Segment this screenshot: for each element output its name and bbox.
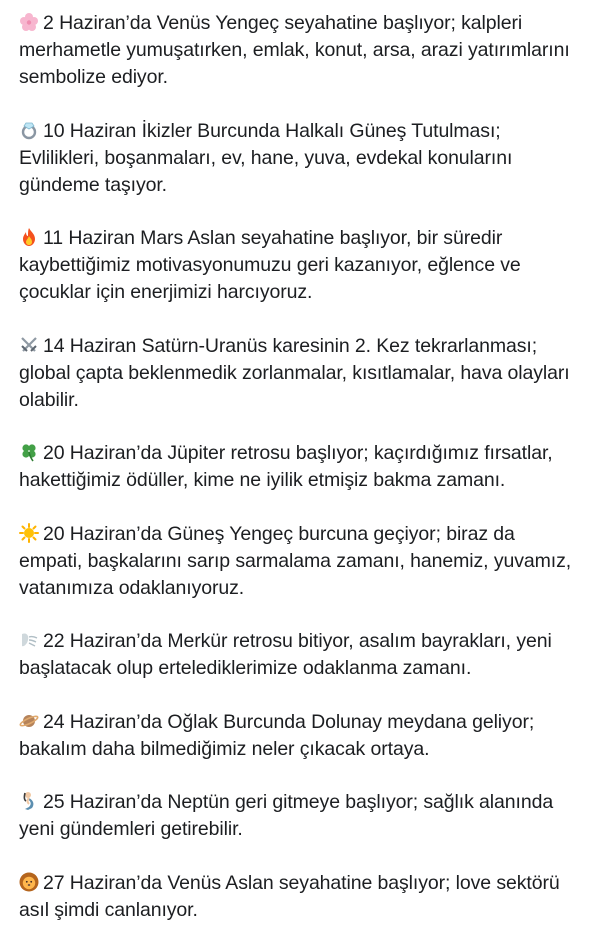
ringed-planet-icon bbox=[19, 711, 39, 731]
four-leaf-clover-icon bbox=[19, 442, 39, 462]
list-item bbox=[19, 118, 578, 199]
ring-icon bbox=[19, 120, 39, 140]
crossed-swords-icon bbox=[19, 335, 39, 355]
list-item bbox=[19, 333, 578, 414]
entry-text: 20 Haziran’da Güneş Yengeç burcuna geçiyor; biraz da empati, başkalarını sarıp sarmalama zamanı, hanemiz, yuvamız, vatanımıza odaklanıyoruz. bbox=[19, 522, 572, 599]
cherry-blossom-icon bbox=[19, 12, 39, 32]
entry-text: 22 Haziran’da Merkür retrosu bitiyor, asalım bayrakları, yeni başlatacak olup ertelediklerimize odaklanma zamanı. bbox=[19, 630, 552, 679]
fire-icon bbox=[19, 227, 39, 247]
entry-text: 2 Haziran’da Venüs Yengeç seyahatine başlıyor; kalpleri merhametle yumuşatırken, emlak, konut, arsa, arazi yatırımlarını sembolize ediyor. bbox=[19, 12, 570, 88]
entry-text: 11 Haziran Mars Aslan seyahatine başlıyor, bir süredir kaybettiğimiz motivasyonumuzu geri kazanıyor, eğlence ve çocuklar için enerjimizi harcıyoruz. bbox=[19, 227, 521, 303]
list-item bbox=[19, 870, 578, 924]
lion-face-icon bbox=[19, 872, 39, 892]
wind-face-icon bbox=[19, 630, 39, 650]
entry-text: 14 Haziran Satürn-Uranüs karesinin 2. Kez tekrarlanması; global çapta beklenmedik zorlanmalar, kısıtlamalar, hava olayları olabilir. bbox=[19, 334, 570, 411]
entry-text: 27 Haziran’da Venüs Aslan seyahatine başlıyor; love sektörü asıl şimdi canlanıyor. bbox=[19, 871, 560, 921]
list-item bbox=[19, 521, 578, 602]
entry-text: 10 Haziran İkizler Burcunda Halkalı Güneş Tutulması; Evlilikleri, boşanmaları, ev, hane, yuva, evdekal konularını gündeme taşıyor. bbox=[19, 119, 513, 196]
list-item bbox=[19, 709, 578, 763]
list-item bbox=[19, 225, 578, 306]
entry-text: 24 Haziran’da Oğlak Burcunda Dolunay meydana geliyor; bakalım daha bilmediğimiz neler çıkacak ortaya. bbox=[19, 710, 535, 760]
entry-text: 25 Haziran’da Neptün geri gitmeye başlıyor; sağlık alanında yeni gündemleri getirebilir. bbox=[19, 791, 554, 840]
sun-icon bbox=[19, 523, 39, 543]
list-item bbox=[19, 440, 578, 494]
list-item bbox=[19, 10, 578, 91]
list-item bbox=[19, 789, 578, 843]
list-item bbox=[19, 628, 578, 682]
mermaid-icon bbox=[19, 791, 39, 811]
entry-text: 20 Haziran’da Jüpiter retrosu başlıyor; kaçırdığımız fırsatlar, hakettiğimiz ödüller, kime ne iyilik etmişiz bakma zamanı. bbox=[19, 442, 553, 491]
